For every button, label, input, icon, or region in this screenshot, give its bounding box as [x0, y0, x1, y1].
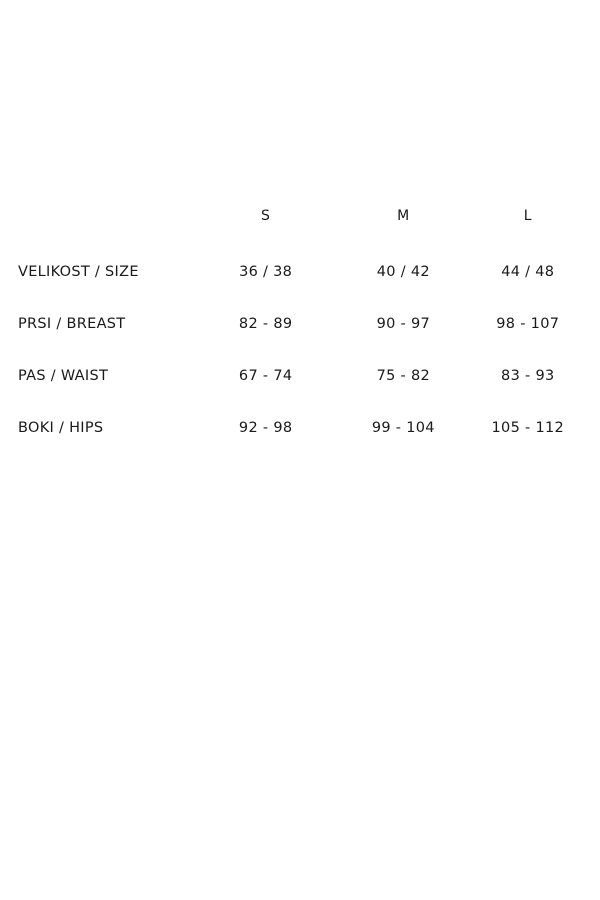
row-label-boki: BOKI / HIPS [18, 420, 104, 436]
table-row [18, 298, 582, 350]
row-label-velikost: VELIKOST / SIZE [18, 264, 139, 280]
size-chart-table [18, 190, 582, 454]
table-row [18, 242, 582, 298]
cell-pas-m: 75 - 82 [376, 368, 431, 384]
table-header-row [18, 190, 582, 242]
table-header [18, 190, 582, 242]
header-cell-label [18, 190, 216, 242]
cell-boki-m: 99 - 104 [371, 420, 435, 436]
header-cell-size-l: L [523, 208, 532, 224]
table-row [18, 350, 582, 402]
cell-velikost-l: 44 / 48 [501, 264, 555, 280]
cell-prsi-m: 90 - 97 [376, 316, 431, 332]
table-body [18, 242, 582, 454]
header-cell-size-s: S [261, 208, 271, 224]
header-cell-size-m: M [397, 208, 410, 224]
cell-boki-s: 92 - 98 [238, 420, 293, 436]
cell-pas-s: 67 - 74 [238, 368, 293, 384]
row-label-prsi: PRSI / BREAST [18, 316, 126, 332]
row-label-pas: PAS / WAIST [18, 368, 109, 384]
cell-pas-l: 83 - 93 [501, 368, 555, 384]
cell-velikost-s: 36 / 38 [239, 264, 293, 280]
table-row [18, 402, 582, 454]
cell-prsi-s: 82 - 89 [238, 316, 293, 332]
cell-boki-l: 105 - 112 [491, 420, 565, 436]
cell-velikost-m: 40 / 42 [376, 264, 430, 280]
cell-prsi-l: 98 - 107 [496, 316, 560, 332]
